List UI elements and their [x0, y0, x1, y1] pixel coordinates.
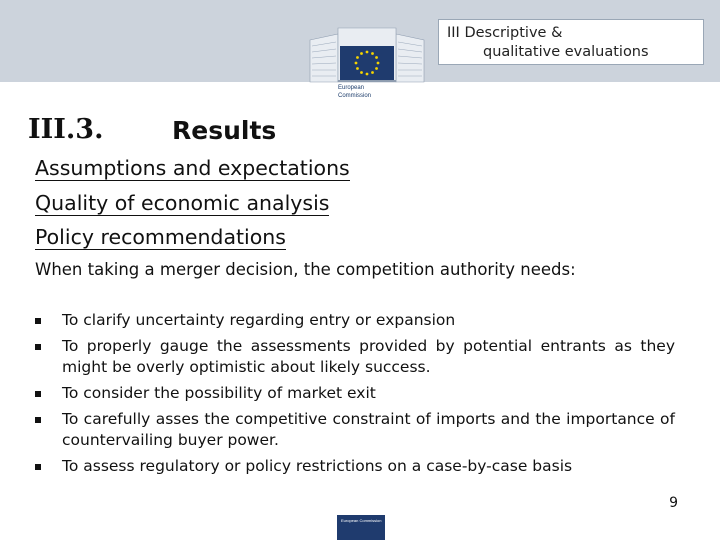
list-item	[35, 409, 675, 451]
list-item-text: To consider the possibility of market exit	[62, 384, 376, 402]
list-item-text: To clarify uncertainty regarding entry or expansion	[62, 311, 456, 329]
slide-title-number: III.3.	[28, 114, 104, 145]
eu-star-icon	[375, 67, 378, 70]
list-item	[35, 336, 675, 378]
section-label-line2: qualitative evaluations	[483, 44, 649, 60]
eu-star-icon	[366, 73, 369, 76]
eu-star-icon	[355, 62, 358, 65]
eu-star-icon	[360, 71, 363, 74]
list-item	[35, 310, 675, 331]
footer-logo-text: European Commission	[341, 518, 382, 523]
logo-caption-line2: Commission	[338, 93, 372, 99]
bullet-icon	[35, 391, 41, 397]
eu-star-icon	[375, 56, 378, 59]
logo-caption-line1: European	[338, 85, 365, 91]
eu-star-icon	[377, 62, 380, 65]
eu-star-icon	[356, 67, 359, 70]
eu-star-icon	[356, 56, 359, 59]
bullet-icon	[35, 344, 41, 350]
section-label-line1: III Descriptive &	[447, 25, 563, 41]
list-item-text: To carefully asses the competitive constraint of imports and the importance of countervailing buyer power.	[62, 410, 675, 449]
page-number: 9	[669, 495, 678, 511]
list-item	[35, 456, 675, 477]
eu-star-icon	[366, 51, 369, 54]
eu-star-icon	[371, 71, 374, 74]
section-label	[438, 19, 704, 65]
topic-policy: Policy recommendations	[35, 225, 286, 249]
needs-list	[35, 310, 675, 482]
list-item-text: To properly gauge the assessments provided by potential entrants as they might be overly optimistic about likely success.	[62, 337, 675, 376]
topic-quality: Quality of economic analysis	[35, 191, 330, 215]
intro-paragraph: When taking a merger decision, the competition authority needs:	[35, 260, 576, 279]
list-item	[35, 383, 675, 404]
bullet-icon	[35, 318, 41, 324]
bullet-icon	[35, 417, 41, 423]
eu-star-icon	[360, 52, 363, 55]
footer-logo	[337, 515, 385, 540]
slide-title: Results	[172, 116, 277, 145]
list-item-text: To assess regulatory or policy restrictions on a case-by-case basis	[62, 457, 573, 475]
logo-caption	[338, 84, 398, 100]
bullet-icon	[35, 464, 41, 470]
eu-star-icon	[371, 52, 374, 55]
topic-assumptions: Assumptions and expectations	[35, 156, 350, 180]
